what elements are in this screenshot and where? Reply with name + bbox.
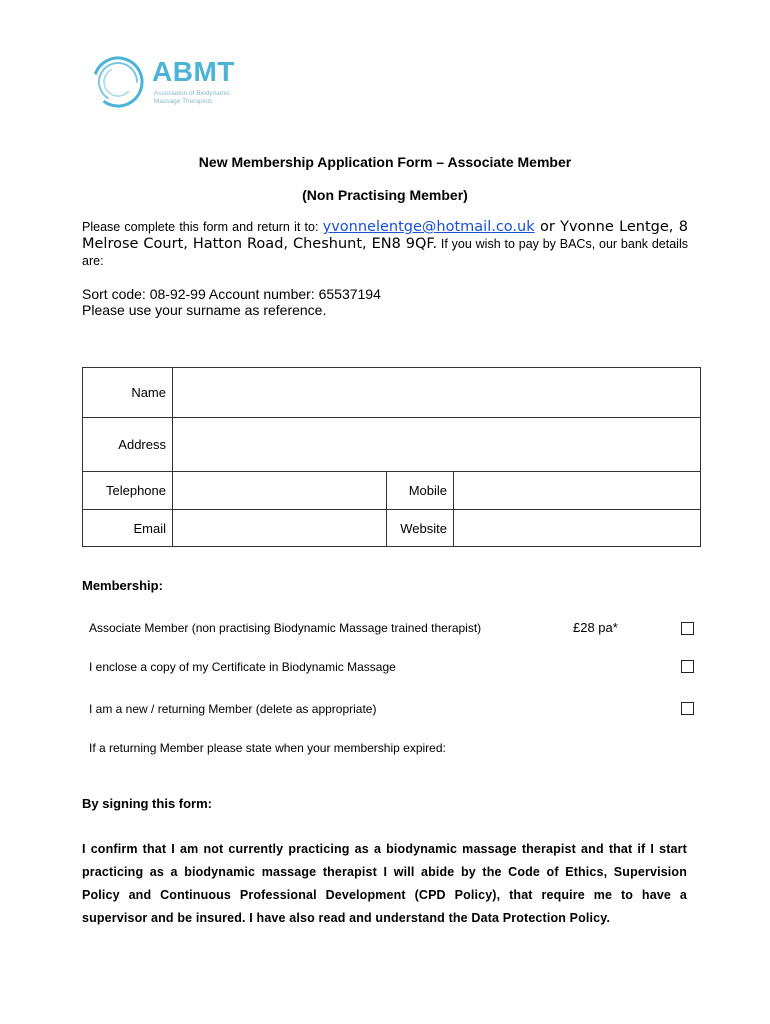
telephone-label: Telephone xyxy=(83,472,173,510)
intro-paragraph xyxy=(82,219,688,270)
certificate-checkbox[interactable] xyxy=(681,660,694,673)
signing-heading: By signing this form: xyxy=(82,796,212,811)
certificate-option: I enclose a copy of my Certificate in Biodynamic Massage xyxy=(89,660,396,674)
abmt-logo xyxy=(88,52,258,114)
mobile-label: Mobile xyxy=(387,472,454,510)
name-field[interactable] xyxy=(173,368,701,418)
bank-reference-line: Please use your surname as reference. xyxy=(82,302,327,318)
confirmation-statement: I confirm that I am not currently practicing as a biodynamic massage therapist and that if I start practicing as a biodynamic massage therapist I will abide by the Code of Ethics, Supervision Policy and Continuous Professional Development (CPD Policy), that require me to have a supervisor and be insured. I have also read and understand the Data Protection Policy. xyxy=(82,842,687,925)
intro-suffix: If you wish to pay by BACs, our bank details are: xyxy=(82,237,688,268)
website-label: Website xyxy=(387,510,454,547)
telephone-field[interactable] xyxy=(173,472,387,510)
form-title: New Membership Application Form – Associate Member xyxy=(198,154,572,170)
email-label: Email xyxy=(83,510,173,547)
new-returning-checkbox[interactable] xyxy=(681,702,694,715)
new-returning-option: I am a new / returning Member (delete as appropriate) xyxy=(89,702,377,716)
applicant-details-table xyxy=(82,367,701,547)
logo-tagline: Association of Biodynamic Massage Therapists xyxy=(154,90,230,105)
form-subtitle: (Non Practising Member) xyxy=(302,187,468,203)
logo-ring-icon xyxy=(88,52,148,112)
logo-brand: ABMT xyxy=(152,56,235,87)
contact-email-link[interactable]: yvonnelentge@hotmail.co.uk xyxy=(322,219,535,235)
associate-member-checkbox[interactable] xyxy=(681,622,694,635)
associate-member-option: Associate Member (non practising Biodynamic Massage trained therapist) xyxy=(89,621,482,635)
email-field[interactable] xyxy=(173,510,387,547)
address-field[interactable] xyxy=(173,418,701,472)
address-label: Address xyxy=(83,418,173,472)
postal-address: or Yvonne Lentge, 8 Melrose Court, Hatton Road, Cheshunt, EN8 9QF. xyxy=(82,219,688,252)
website-field[interactable] xyxy=(454,510,701,547)
returning-member-note: If a returning Member please state when your membership expired: xyxy=(89,741,446,755)
name-label: Name xyxy=(83,368,173,418)
mobile-field[interactable] xyxy=(454,472,701,510)
membership-price: £28 pa* xyxy=(573,620,618,635)
membership-heading: Membership: xyxy=(82,578,163,593)
bank-details xyxy=(82,286,381,318)
bank-account-line: Sort code: 08-92-99 Account number: 65537194 xyxy=(82,286,381,302)
intro-prefix: Please complete this form and return it to: xyxy=(82,220,323,234)
